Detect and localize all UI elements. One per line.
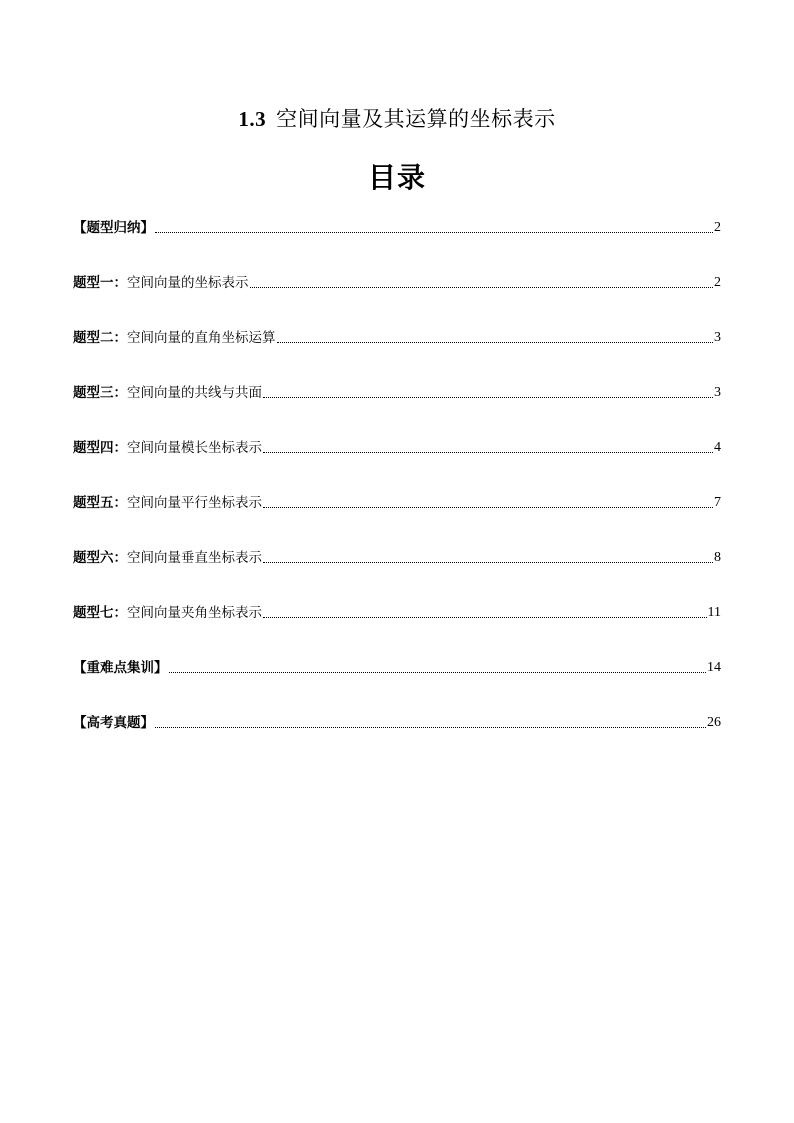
- toc-page-number: 11: [707, 605, 721, 620]
- toc-entry-label-rest: 空间向量的坐标表示: [127, 275, 249, 291]
- toc-entry-label-main: 题型四：: [73, 440, 127, 456]
- toc-entry-label-main: 【高考真题】: [73, 715, 154, 731]
- toc-dot-leader: [263, 552, 713, 563]
- toc-dot-leader: [250, 277, 714, 288]
- toc-entry-type-2[interactable]: [73, 324, 721, 379]
- toc-entry-label: [73, 219, 154, 237]
- toc-entry-label: [73, 549, 262, 567]
- toc-page-number: 7: [714, 495, 721, 510]
- toc-page-number: 4: [714, 440, 721, 455]
- document-title-number: 1.3: [238, 107, 267, 131]
- table-of-contents: [73, 214, 721, 764]
- toc-entry-label: [73, 494, 262, 512]
- toc-entry-gaokao-real-questions[interactable]: [73, 709, 721, 764]
- toc-dot-leader: [277, 332, 714, 343]
- toc-entry-type-7[interactable]: [73, 599, 721, 654]
- toc-entry-question-types[interactable]: [73, 214, 721, 269]
- toc-entry-label-main: 题型七：: [73, 605, 127, 621]
- toc-page-number: 14: [707, 660, 721, 675]
- toc-dot-leader: [263, 387, 713, 398]
- toc-page-number: 2: [714, 220, 721, 235]
- toc-entry-label-rest: 空间向量的直角坐标运算: [127, 330, 276, 346]
- toc-entry-label-main: 题型六：: [73, 550, 127, 566]
- toc-entry-type-3[interactable]: [73, 379, 721, 434]
- toc-entry-label: [73, 274, 249, 292]
- toc-dot-leader: [263, 607, 707, 618]
- toc-entry-label-main: 【重难点集训】: [73, 660, 168, 676]
- toc-entry-type-5[interactable]: [73, 489, 721, 544]
- toc-page-number: 2: [714, 275, 721, 290]
- toc-dot-leader: [155, 222, 713, 233]
- toc-entry-label-main: 题型一：: [73, 275, 127, 291]
- toc-page-number: 3: [714, 385, 721, 400]
- toc-entry-label: [73, 329, 276, 347]
- toc-entry-label-main: 【题型归纳】: [73, 220, 154, 236]
- toc-dot-leader: [155, 717, 706, 728]
- toc-entry-label-main: 题型五：: [73, 495, 127, 511]
- toc-entry-type-1[interactable]: [73, 269, 721, 324]
- toc-entry-label-rest: 空间向量模长坐标表示: [127, 440, 262, 456]
- toc-entry-label-main: 题型二：: [73, 330, 127, 346]
- toc-entry-type-4[interactable]: [73, 434, 721, 489]
- document-title: [0, 104, 794, 134]
- document-title-text: 空间向量及其运算的坐标表示: [276, 107, 556, 131]
- toc-entry-key-difficult-training[interactable]: [73, 654, 721, 709]
- toc-page-number: 8: [714, 550, 721, 565]
- toc-page-number: 3: [714, 330, 721, 345]
- toc-entry-label-rest: 空间向量平行坐标表示: [127, 495, 262, 511]
- toc-entry-label: [73, 439, 262, 457]
- toc-entry-label-main: 题型三：: [73, 385, 127, 401]
- toc-entry-label-rest: 空间向量的共线与共面: [127, 385, 262, 401]
- toc-dot-leader: [263, 442, 713, 453]
- toc-heading: 目录: [367, 161, 426, 194]
- toc-page-number: 26: [707, 715, 721, 730]
- toc-entry-type-6[interactable]: [73, 544, 721, 599]
- toc-dot-leader: [169, 662, 707, 673]
- toc-entry-label: [73, 659, 168, 677]
- toc-entry-label: [73, 384, 262, 402]
- toc-entry-label: [73, 714, 154, 732]
- toc-entry-label: [73, 604, 262, 622]
- toc-entry-label-rest: 空间向量垂直坐标表示: [127, 550, 262, 566]
- toc-dot-leader: [263, 497, 713, 508]
- toc-entry-label-rest: 空间向量夹角坐标表示: [127, 605, 262, 621]
